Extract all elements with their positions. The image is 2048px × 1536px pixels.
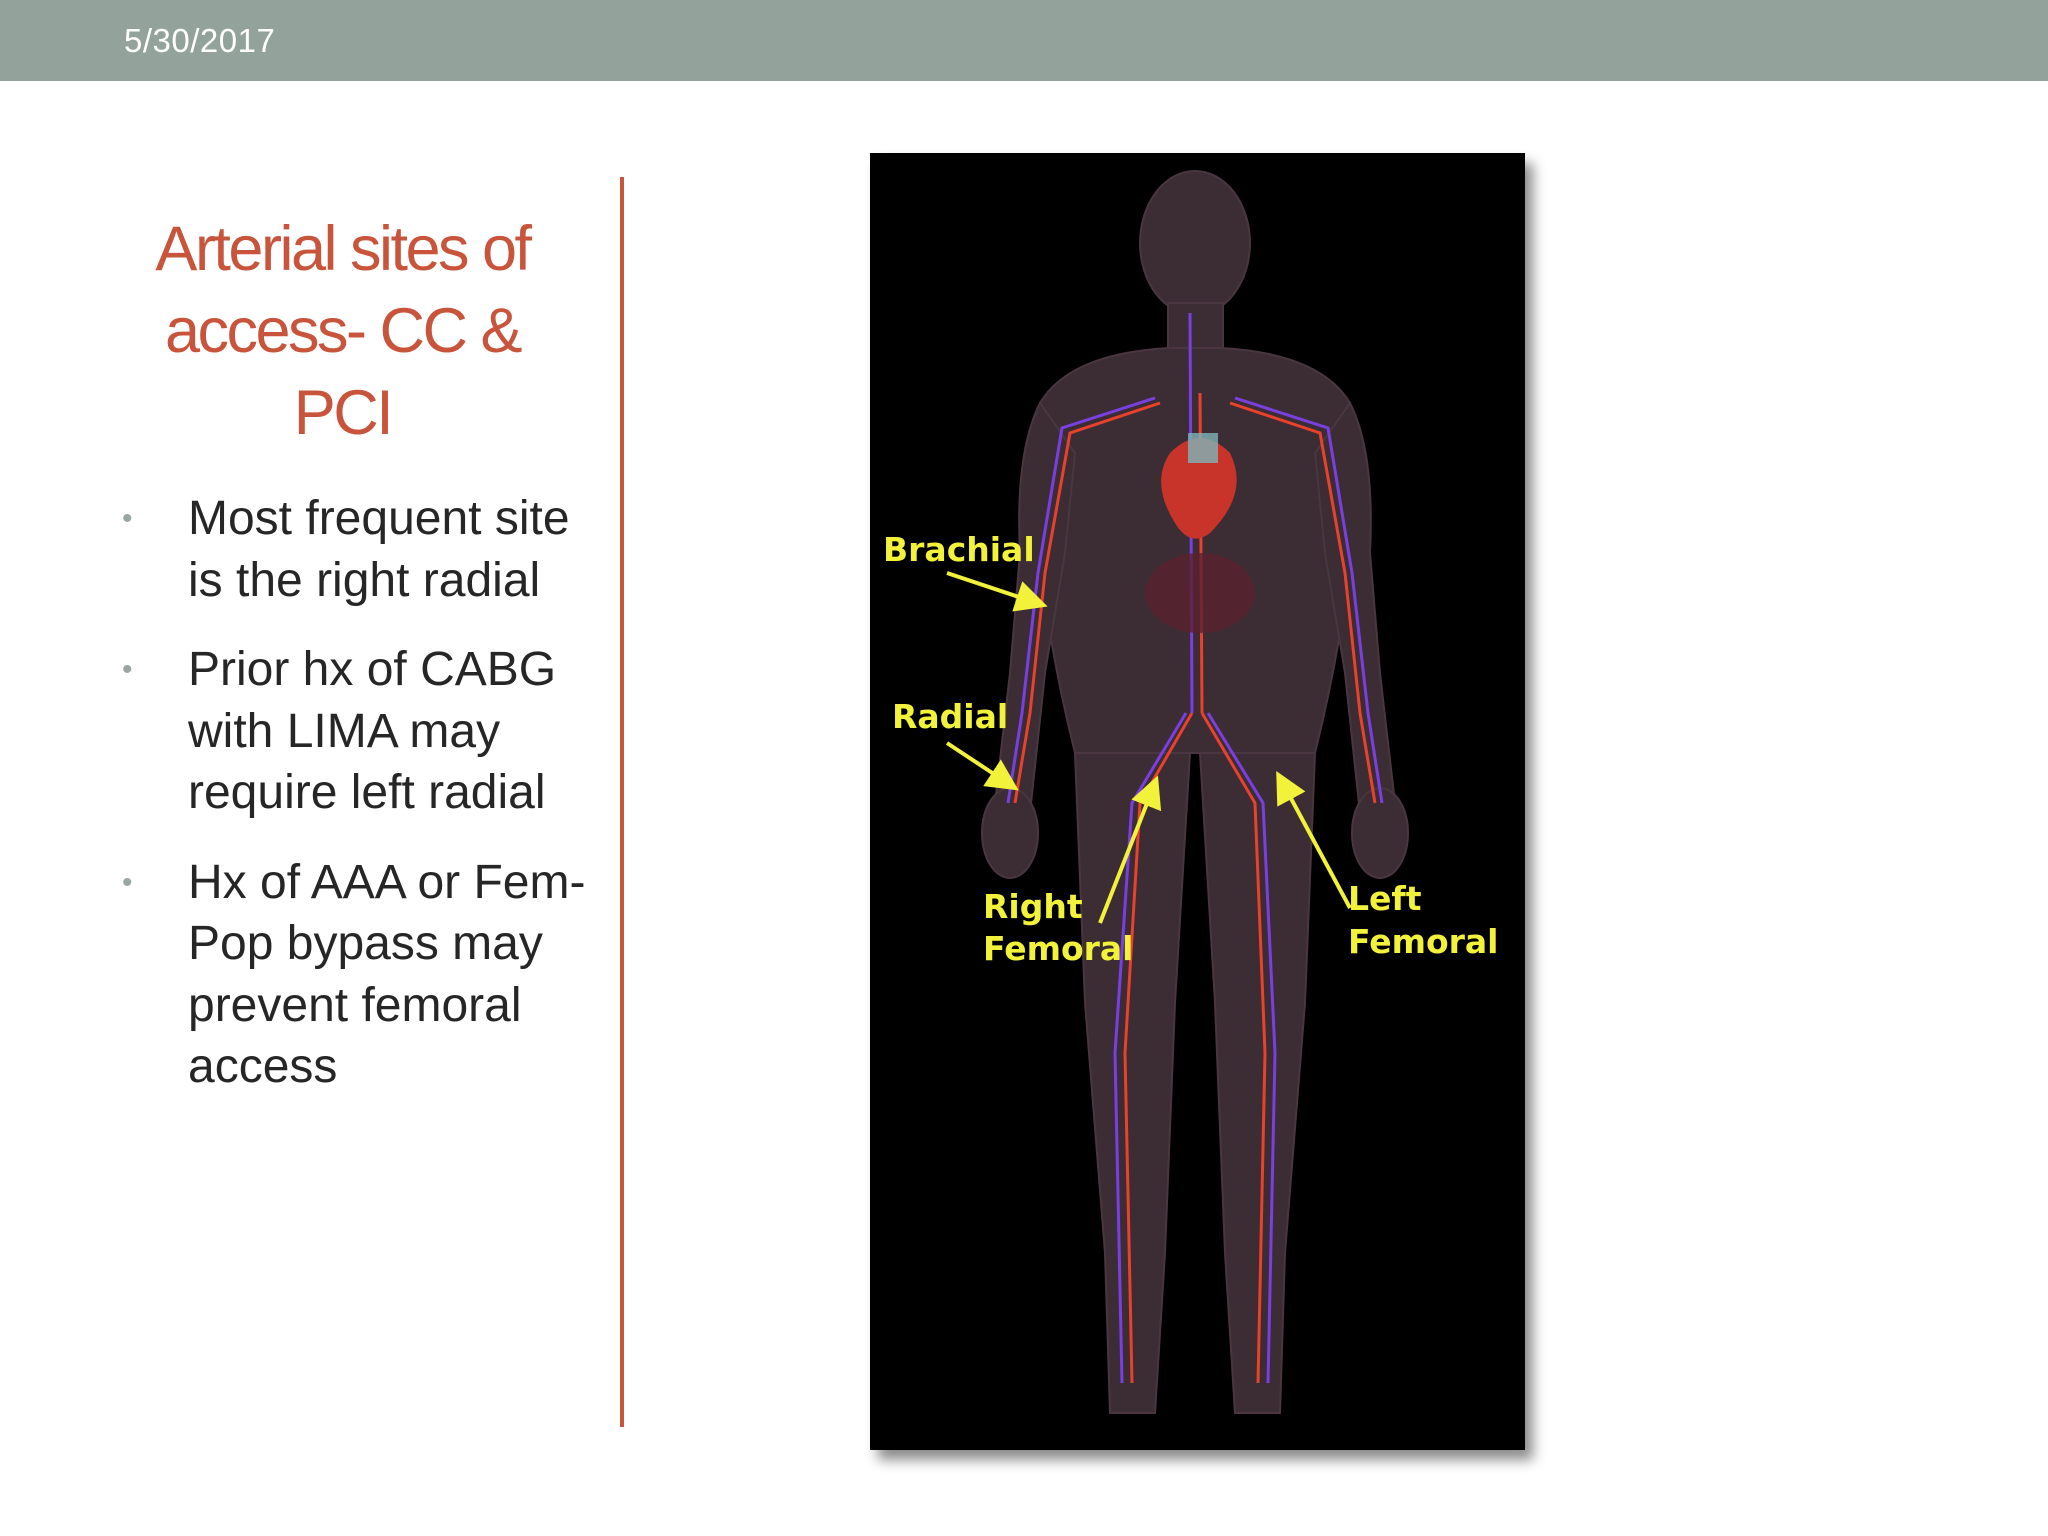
label-left-femoral-line1: Left: [1348, 879, 1422, 918]
label-left-femoral-line2: Femoral: [1348, 922, 1499, 961]
bullet-dot-icon: •: [122, 865, 133, 899]
anatomy-illustration: [870, 153, 1525, 1450]
slide-date: 5/30/2017: [124, 22, 276, 59]
divider-line: [620, 177, 624, 1427]
header-bar: [0, 0, 2048, 81]
bullet-text: Prior hx of CABG with LIMA may require left radial: [188, 643, 557, 819]
anatomy-figure: [870, 153, 1525, 1450]
bullet-dot-icon: •: [122, 653, 133, 686]
bullet-item: [118, 488, 598, 611]
label-right-femoral-line1: Right: [983, 887, 1083, 926]
slide-title: Arterial sites of access- CC & PCI: [155, 214, 530, 448]
bullet-text: Hx of AAA or Fem-Pop bypass may prevent femoral access: [188, 855, 586, 1093]
bullet-dot-icon: •: [122, 502, 133, 535]
body-silhouette: [982, 171, 1408, 1413]
bullet-list: [118, 488, 598, 1126]
bullet-item: [118, 852, 598, 1098]
bullet-text: Most frequent site is the right radial: [188, 492, 570, 607]
label-radial: Radial: [892, 697, 1009, 736]
aortic-arch: [1188, 433, 1218, 463]
label-right-femoral-line2: Femoral: [983, 929, 1134, 968]
kidney-region: [1145, 553, 1255, 633]
bullet-item: [118, 639, 598, 824]
label-brachial: Brachial: [883, 530, 1035, 569]
